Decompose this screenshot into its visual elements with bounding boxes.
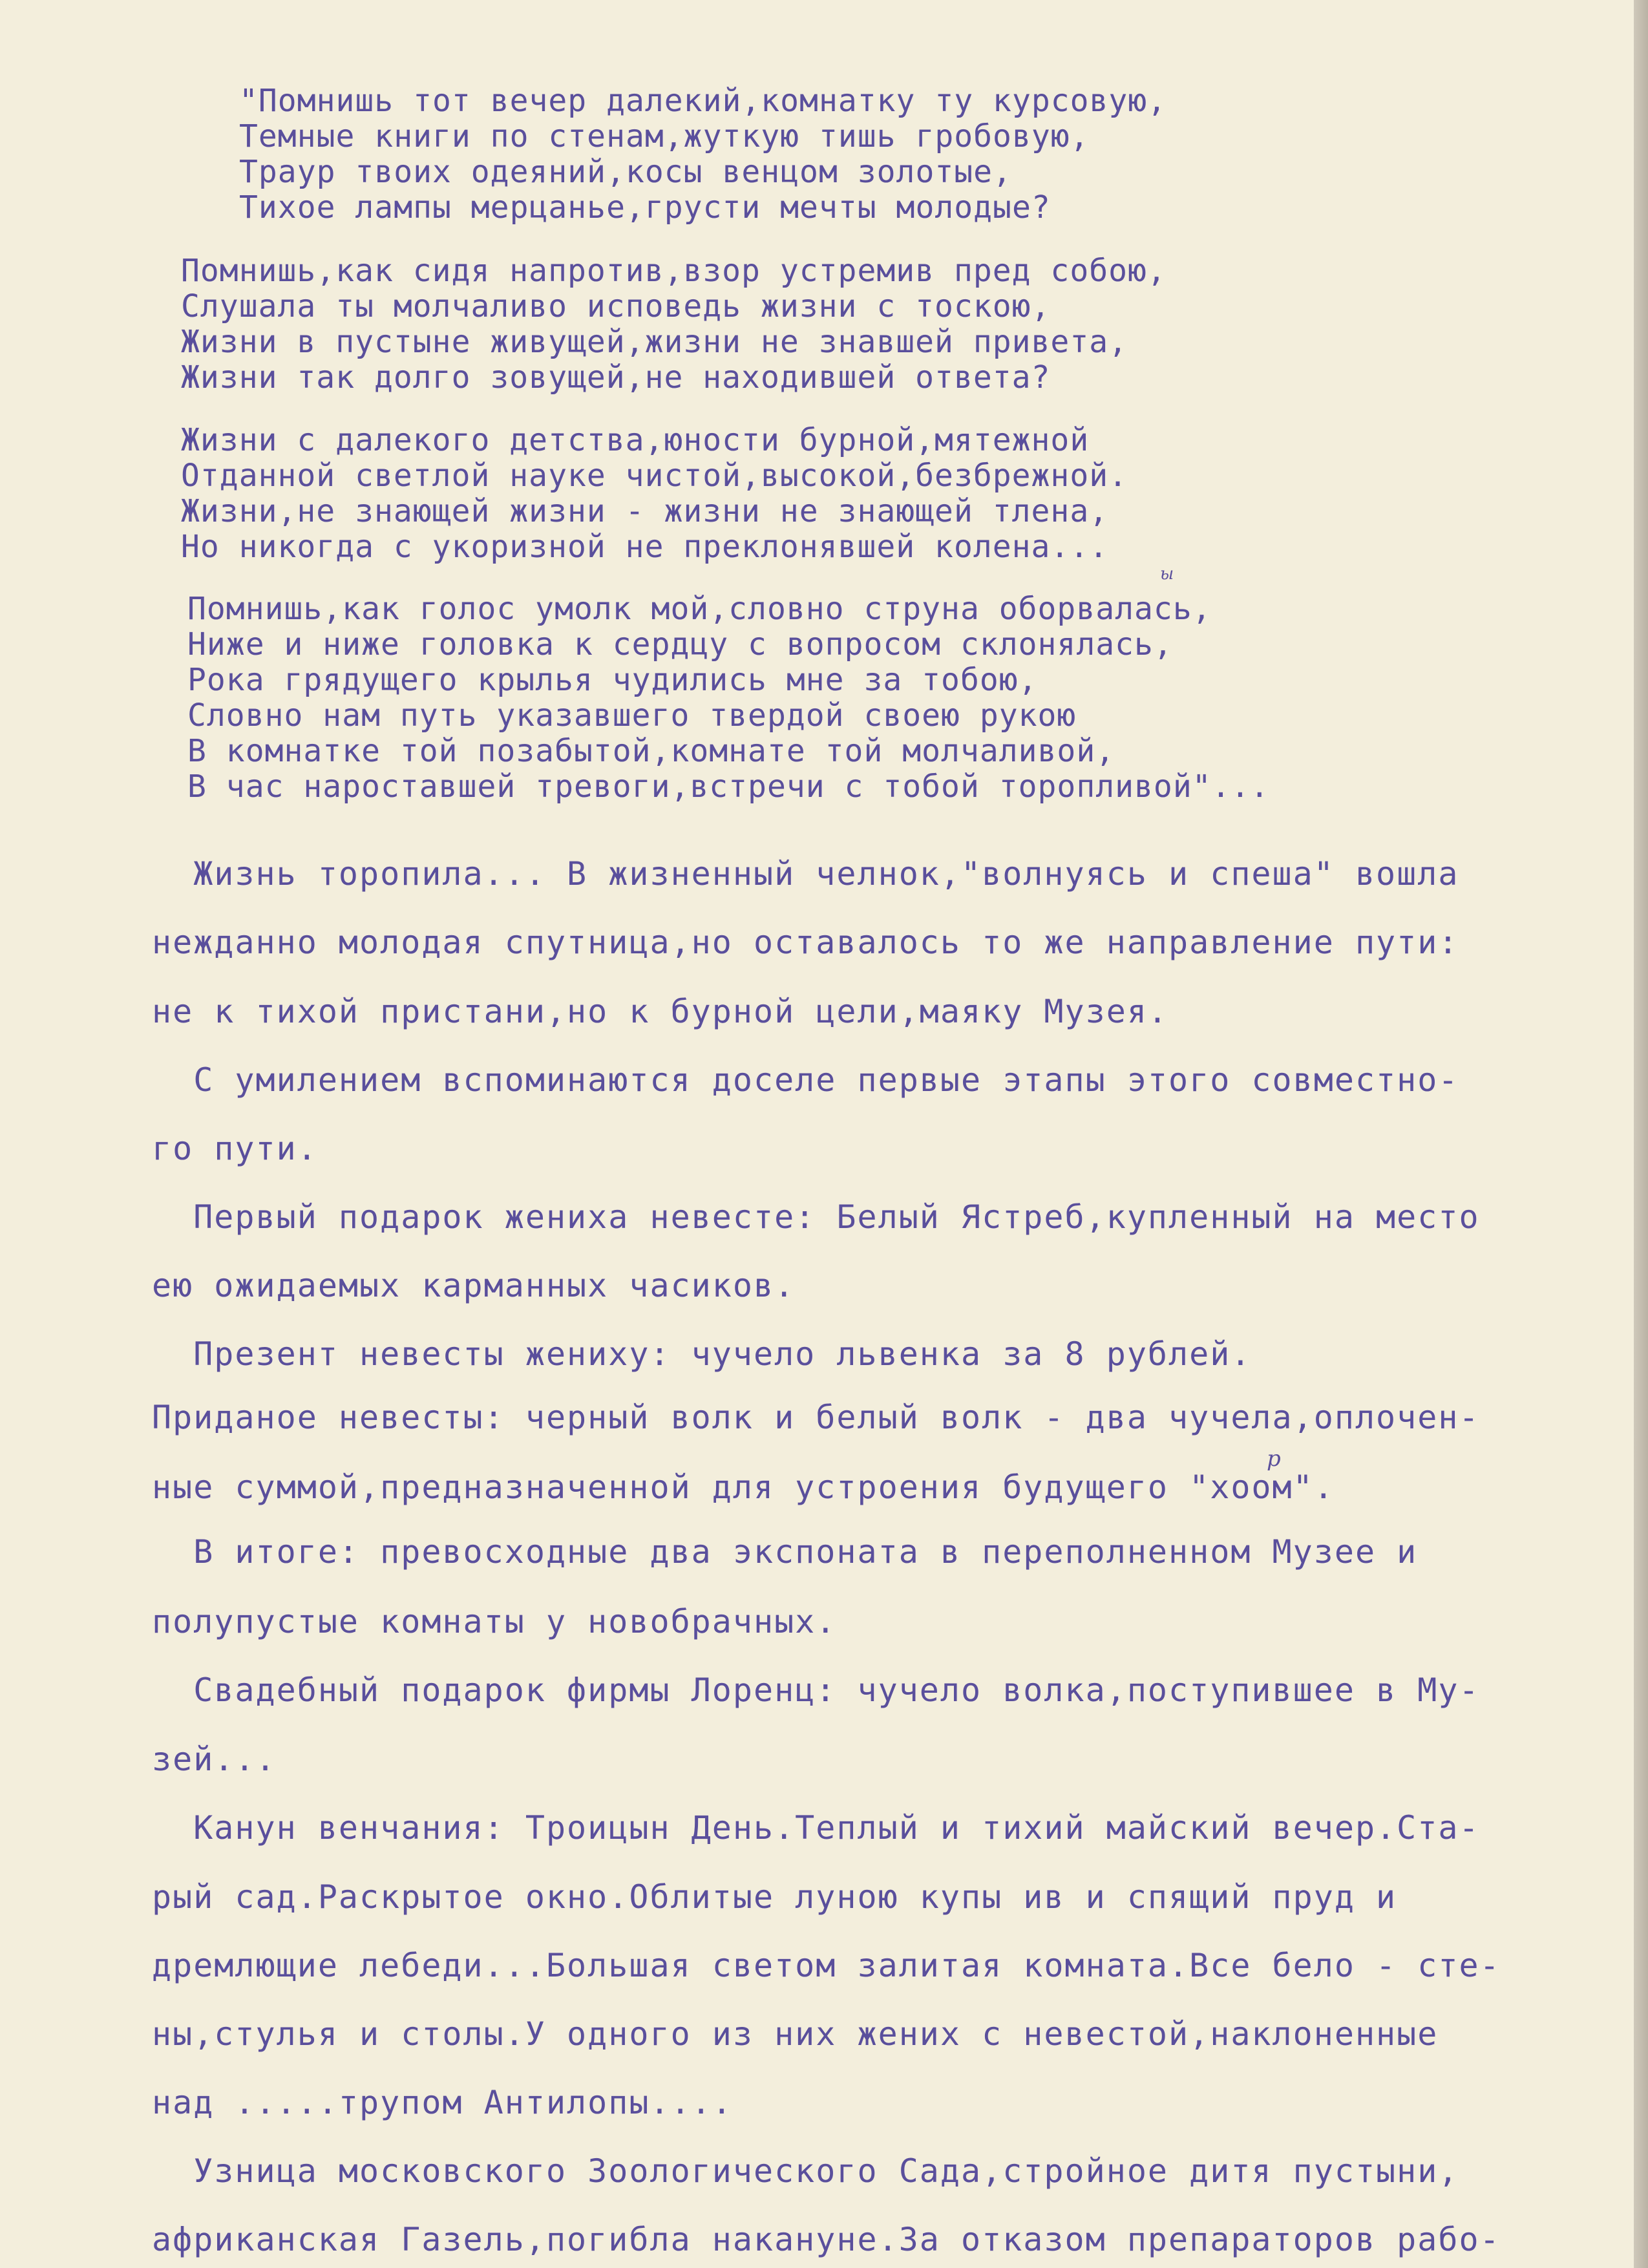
poem-line: Ниже и ниже головка к сердцу с вопросом склонялась, xyxy=(187,626,1173,662)
prose-line: Канун венчания: Троицын День.Теплый и тихий майский вечер.Ста- xyxy=(152,1809,1480,1847)
poem-line: Жизни так долго зовущей,не находившей ответа? xyxy=(181,359,1051,396)
prose-line: дремлющие лебеди...Большая светом залитая комната.Все бело - сте- xyxy=(152,1947,1501,1984)
prose-line: Жизнь торопила... В жизненный челнок,"волнуясь и спеша" вошла xyxy=(152,855,1459,893)
page-edge xyxy=(1634,0,1648,2268)
poem-line: Рока грядущего крылья чудились мне за тобою, xyxy=(187,662,1038,698)
poem-line: Темные книги по стенам,жуткую тишь гробовую, xyxy=(239,118,1090,154)
poem-line: Но никогда с укоризной не преклонявшей колена... xyxy=(181,529,1109,565)
handwritten-correction: ы xyxy=(1160,564,1174,584)
prose-line: Первый подарок жениха невесте: Белый Ястреб,купленный на место xyxy=(152,1198,1480,1236)
prose-line: В итоге: превосходные два экспоната в переполненном Музее и xyxy=(152,1533,1418,1571)
poem-line: В комнатке той позабытой,комнате той молчаливой, xyxy=(187,733,1115,769)
poem-line: Тихое лампы мерцанье,грусти мечты молодые? xyxy=(239,189,1051,226)
poem-line: "Помнишь тот вечер далекий,комнатку ту курсовую, xyxy=(239,83,1167,119)
prose-line: не к тихой пристани,но к бурной цели,маяку Музея. xyxy=(152,993,1169,1030)
poem-line: Слушала ты молчаливо исповедь жизни с тоскою, xyxy=(181,288,1051,324)
prose-line: зей... xyxy=(152,1741,277,1778)
prose-line: Свадебный подарок фирмы Лоренц: чучело волка,поступившее в Му- xyxy=(152,1671,1480,1709)
prose-line: африканская Газель,погибла накануне.За отказом препараторов рабо- xyxy=(152,2221,1501,2258)
handwritten-correction: р xyxy=(1267,1446,1281,1472)
poem-line: Словно нам путь указавшего твердой своею рукою xyxy=(187,697,1077,734)
prose-line: ею ожидаемых карманных часиков. xyxy=(152,1267,796,1304)
poem-line: Помнишь,как сидя напротив,взор устремив пред собою, xyxy=(181,253,1167,289)
prose-line: Приданое невесты: черный волк и белый волк - два чучела,оплочен- xyxy=(152,1399,1480,1436)
prose-line: С умилением вспоминаются доселе первые этапы этого совместно- xyxy=(152,1061,1459,1099)
prose-line: Узница московского Зоологического Сада,стройное дитя пустыни, xyxy=(152,2152,1459,2190)
poem-line: Отданной светлой науке чистой,высокой,безбрежной. xyxy=(181,458,1128,494)
poem-line: Жизни в пустыне живущей,жизни не знавшей привета, xyxy=(181,324,1128,360)
prose-line: нежданно молодая спутница,но оставалось то же направление пути: xyxy=(152,924,1459,961)
poem-line: Траур твоих одеяний,косы венцом золотые, xyxy=(239,154,1012,190)
prose-line: го пути. xyxy=(152,1130,318,1167)
prose-line: полупустые комнаты у новобрачных. xyxy=(152,1603,837,1640)
poem-line: В час нароставшей тревоги,встречи с тобой торопливой"... xyxy=(187,768,1270,805)
poem-line: Жизни,не знающей жизни - жизни не знающей тлена, xyxy=(181,493,1109,529)
prose-line: рый сад.Раскрытое окно.Облитые луною купы ив и спящий пруд и xyxy=(152,1878,1397,1916)
prose-line: над .....трупом Антилопы.... xyxy=(152,2084,733,2121)
poem-line: Жизни с далекого детства,юности бурной,мятежной xyxy=(181,422,1090,458)
prose-line: Презент невесты жениху: чучело львенка за 8 рублей. xyxy=(152,1335,1252,1373)
prose-line: ны,стулья и столы.У одного из них жених с невестой,наклоненные xyxy=(152,2015,1439,2053)
poem-line: Помнишь,как голос умолк мой,словно струна оборвалась, xyxy=(187,591,1212,627)
prose-line: ные суммой,предназначенной для устроения будущего "хоом". xyxy=(152,1468,1335,1506)
